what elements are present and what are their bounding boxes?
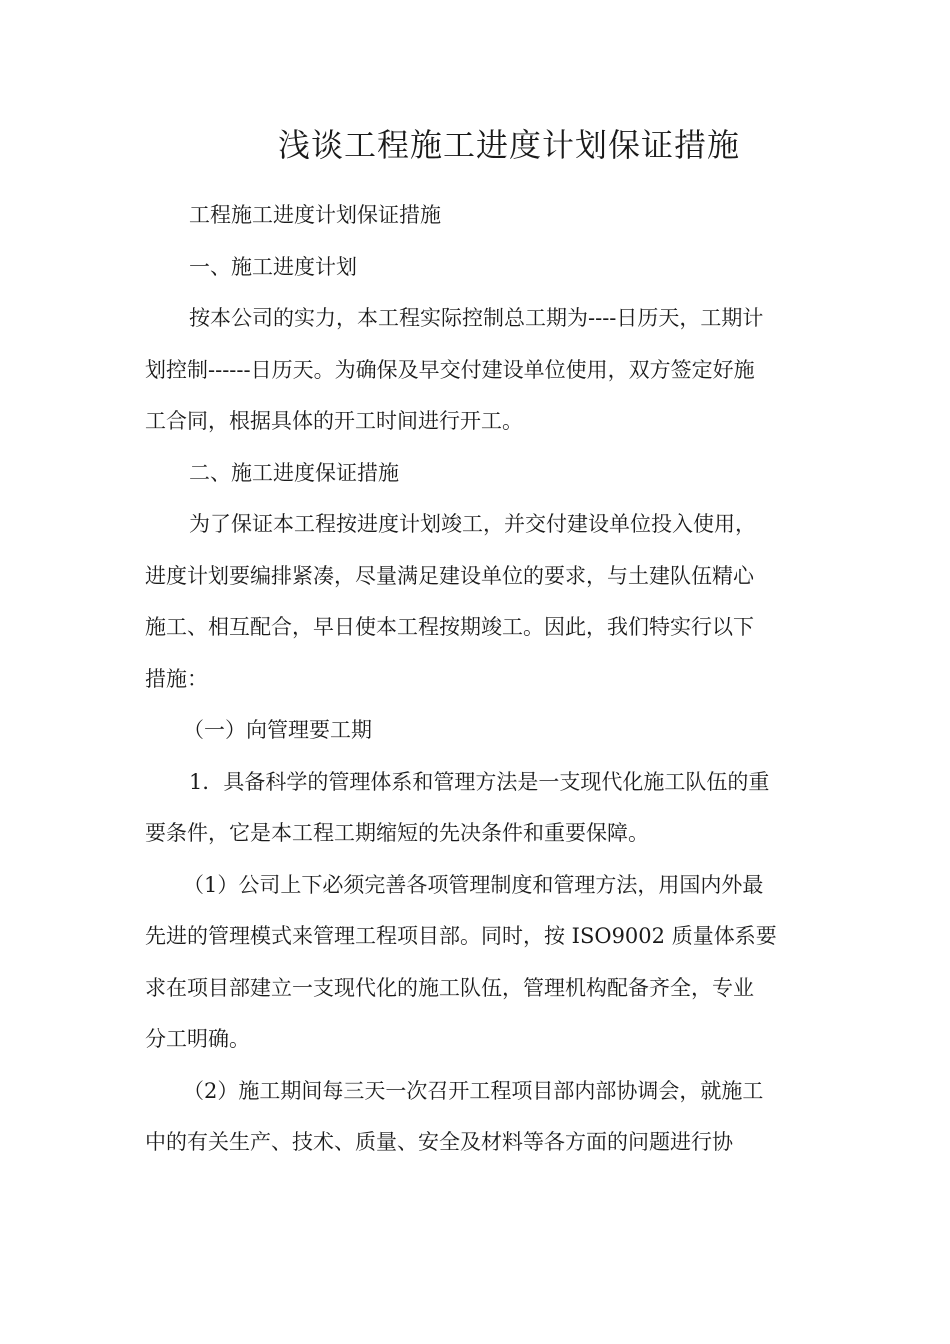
paragraph-line: 划控制------日历天。为确保及早交付建设单位使用，双方签定好施 <box>145 357 755 382</box>
paragraph-line: 工合同，根据具体的开工时间进行开工。 <box>145 409 523 433</box>
paragraph-line: 措施： <box>145 666 208 691</box>
paragraph-heading: 工程施工进度计划保证措施 <box>189 203 441 227</box>
paragraph-line: 施工、相互配合，早日使本工程按期竣工。因此，我们特实行以下 <box>145 615 754 639</box>
paragraph-line: 中的有关生产、技术、质量、安全及材料等各方面的问题进行协 <box>145 1130 733 1154</box>
paragraph-line: 为了保证本工程按进度计划竣工，并交付建设单位投入使用， <box>189 512 756 536</box>
document-body <box>145 190 807 1169</box>
section-heading-1: 一、施工进度计划 <box>189 254 357 279</box>
document-title: 浅谈工程施工进度计划保证措施 <box>277 126 740 164</box>
paragraph-line: 1．具备科学的管理体系和管理方法是一支现代化施工队伍的重 <box>189 769 770 794</box>
section-heading-2: 二、施工进度保证措施 <box>189 460 399 485</box>
subsection-heading: （一）向管理要工期 <box>183 718 372 742</box>
paragraph-line: 按本公司的实力，本工程实际控制总工期为----日历天，工期计 <box>189 306 764 330</box>
paragraph-line: 要条件，它是本工程工期缩短的先决条件和重要保障。 <box>145 821 649 845</box>
paragraph-line: 进度计划要编排紧凑，尽量满足建设单位的要求，与土建队伍精心 <box>145 563 754 588</box>
paragraph-line: （1）公司上下必须完善各项管理制度和管理方法，用国内外最 <box>183 872 764 897</box>
paragraph-line: 先进的管理模式来管理工程项目部。同时，按 ISO9002 质量体系要 <box>145 924 777 948</box>
paragraph-line: 求在项目部建立一支现代化的施工队伍，管理机构配备齐全，专业 <box>145 975 754 1000</box>
paragraph-line: 分工明确。 <box>145 1027 250 1051</box>
paragraph-line: （2）施工期间每三天一次召开工程项目部内部协调会，就施工 <box>183 1078 764 1103</box>
